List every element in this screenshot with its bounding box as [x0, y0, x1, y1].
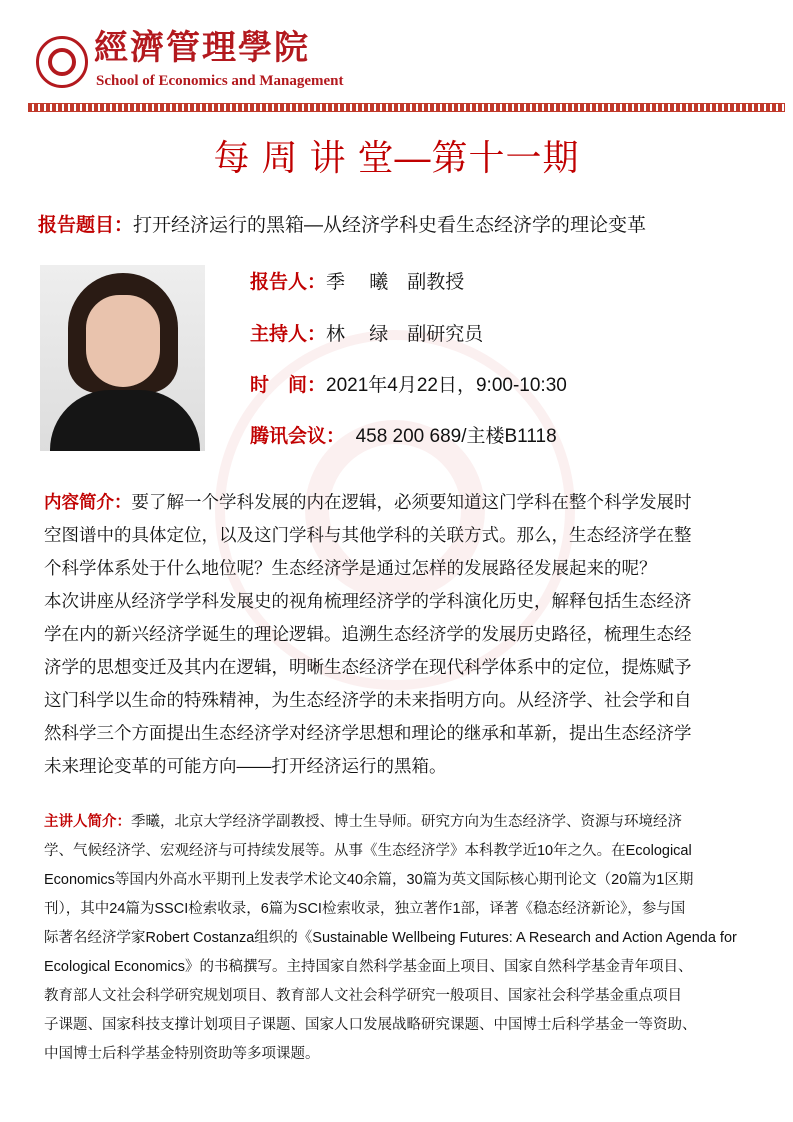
info-value: 林 绿 副研究员	[326, 324, 484, 345]
content-line: 学在内的新兴经济学诞生的理论逻辑。追溯生态经济学的发展历史路径，梳理生态经	[44, 624, 692, 644]
logo-english: School of Economics and Management	[96, 73, 344, 89]
bio-label: 主讲人简介：	[44, 814, 131, 830]
info-speaker	[250, 271, 464, 295]
info-value: 季 曦 副教授	[326, 272, 465, 293]
content-label: 内容简介：	[44, 492, 132, 512]
page-title: 每 周 讲 堂—第十一期	[213, 137, 580, 178]
content-line	[44, 490, 692, 514]
info-label: 主持人：	[250, 324, 327, 345]
university-seal-logo	[36, 36, 88, 88]
content-line: 济学的思想变迁及其内在逻辑，明晰生态经济学在现代科学体系中的定位，提炼赋予	[44, 657, 692, 677]
info-time	[250, 374, 567, 398]
bio-line: 学、气候经济学、宏观经济与可持续发展等。从事《生态经济学》本科教学近10年之久。在Ecological	[44, 843, 692, 859]
bio-line: 际著名经济学家Robert Costanza组织的《Sustainable Wellbeing Futures: A Research and Action Agenda for	[44, 930, 737, 946]
content-line: 空图谱中的具体定位，以及这门学科与其他学科的关联方式。那么，生态经济学在整	[44, 525, 692, 545]
info-value: 458 200 689/主楼B1118	[345, 426, 557, 447]
speaker-photo	[40, 265, 205, 451]
bio-text: 季曦，北京大学经济学副教授、博士生导师。研究方向为生态经济学、资源与环境经济	[131, 814, 682, 830]
bio-line: Economics等国内外高水平期刊上发表学术论文40余篇，30篇为英文国际核心期刊论文（20篇为1区期	[44, 872, 694, 888]
topic-label: 报告题目：	[38, 215, 134, 236]
topic-value: 打开经济运行的黑箱—从经济学科史看生态经济学的理论变革	[133, 215, 647, 236]
bio-line	[44, 812, 682, 832]
bio-line: 教育部人文社会科学研究规划项目、教育部人文社会科学研究一般项目、国家社会科学基金重点项目	[44, 988, 682, 1004]
info-label: 时 间：	[250, 375, 327, 396]
content-text: 要了解一个学科发展的内在逻辑，必须要知道这门学科在整个科学发展时	[131, 492, 692, 512]
bio-line: 刊），其中24篇为SSCI检索收录，6篇为SCI检索收录，独立著作1部，译著《稳态经济新论》，参与国	[44, 901, 686, 917]
content-line: 然科学三个方面提出生态经济学对经济学思想和理论的继承和革新，提出生态经济学	[44, 723, 692, 743]
info-value: 2021年4月22日，9:00-10:30	[326, 375, 567, 396]
bio-line: 子课题、国家科技支撑计划项目子课题、国家人口发展战略研究课题、中国博士后科学基金一等资助、	[44, 1017, 697, 1033]
info-meeting	[250, 425, 557, 449]
logo-chinese: 經濟管理學院	[94, 30, 310, 67]
decorative-border	[28, 103, 785, 112]
info-label: 腾讯会议：	[250, 426, 346, 447]
info-label: 报告人：	[250, 272, 327, 293]
info-host	[250, 323, 483, 347]
content-line: 个科学体系处于什么地位呢？生态经济学是通过怎样的发展路径发展起来的呢？	[44, 558, 657, 578]
content-line: 这门科学以生命的特殊精神，为生态经济学的未来指明方向。从经济学、社会学和自	[44, 690, 692, 710]
bio-line: Ecological Economics》的书稿撰写。主持国家自然科学基金面上项目、国家自然科学基金青年项目、	[44, 959, 693, 975]
topic	[38, 214, 646, 238]
content-line: 未来理论变革的可能方向——打开经济运行的黑箱。	[44, 756, 447, 776]
bio-line: 中国博士后科学基金特别资助等多项课题。	[44, 1046, 320, 1062]
content-line: 本次讲座从经济学学科发展史的视角梳理经济学的学科演化历史，解释包括生态经济	[44, 591, 692, 611]
